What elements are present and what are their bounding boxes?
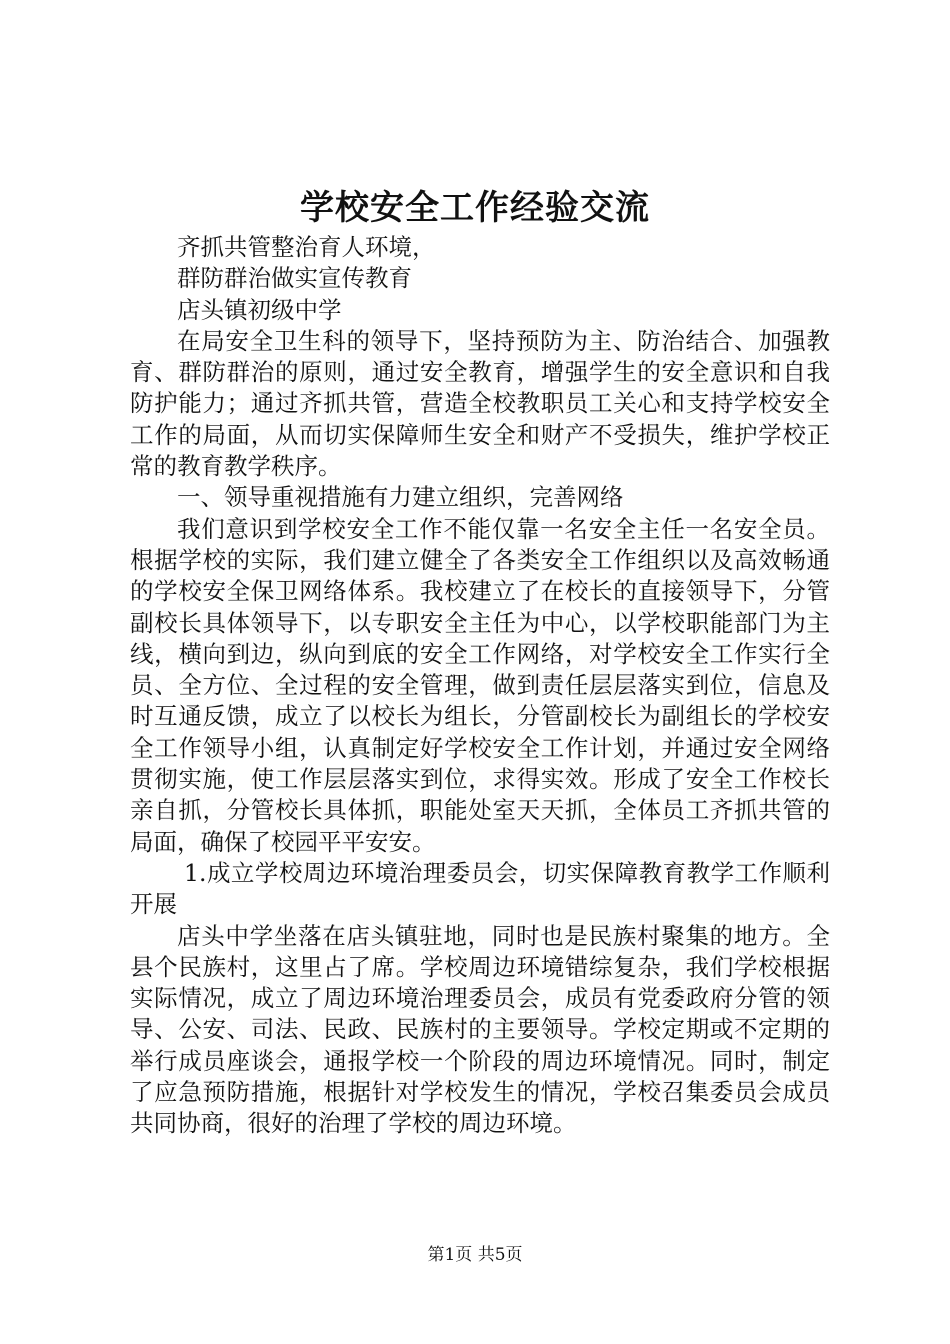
subtitle-line-1: 齐抓共管整治育人环境， (177, 233, 436, 261)
subsection-heading-1: 1.成立学校周边环境治理委员会，切实保障教育教学工作顺利开展 (130, 858, 830, 919)
section-heading-1: 一、领导重视措施有力建立组织，完善网络 (177, 483, 624, 512)
subtitle-line-2: 群防群治做实宣传教育 (177, 264, 412, 293)
document-title: 学校安全工作经验交流 (300, 188, 650, 228)
page-number-footer: 第1页 共5页 (427, 1245, 523, 1265)
document-body (130, 232, 830, 1140)
subsection-1-paragraph: 店头中学坐落在店头镇驻地，同时也是民族村聚集的地方。全县个民族村，这里占了席。学校周边环境错综复杂，我们学校根据实际情况，成立了周边环境治理委员会，成员有党委政府分管的领导、公安、司法、民政、民族村的主要领导。学校定期或不定期的举行成员座谈会，通报学校一个阶段的周边环境情况。同时，制定了应急预防措施，根据针对学校发生的情况，学校召集委员会成员共同协商，很好的治理了学校的周边环境。 (130, 921, 830, 1138)
section-1-paragraph: 我们意识到学校安全工作不能仅靠一名安全主任一名安全员。根据学校的实际，我们建立健全了各类安全工作组织以及高效畅通的学校安全保卫网络体系。我校建立了在校长的直接领导下，分管副校长具体领导下，以专职安全主任为中心，以学校职能部门为主线，横向到边，纵向到底的安全工作网络，对学校安全工作实行全员、全方位、全过程的安全管理，做到责任层层落实到位，信息及时互通反馈，成立了以校长为组长，分管副校长为副组长的学校安全工作领导小组，认真制定好学校安全工作计划，并通过安全网络贯彻实施，使工作层层落实到位，求得实效。形成了安全工作校长亲自抓，分管校长具体抓，职能处室天天抓，全体员工齐抓共管的局面，确保了校园平平安安。 (130, 514, 830, 856)
intro-paragraph: 在局安全卫生科的领导下，坚持预防为主、防治结合、加强教育、群防群治的原则，通过安全教育，增强学生的安全意识和自我防护能力；通过齐抓共管，营造全校教职员工关心和支持学校安全工作的局面，从而切实保障师生安全和财产不受损失，维护学校正常的教育教学秩序。 (130, 326, 830, 481)
author-line: 店头镇初级中学 (177, 295, 342, 324)
